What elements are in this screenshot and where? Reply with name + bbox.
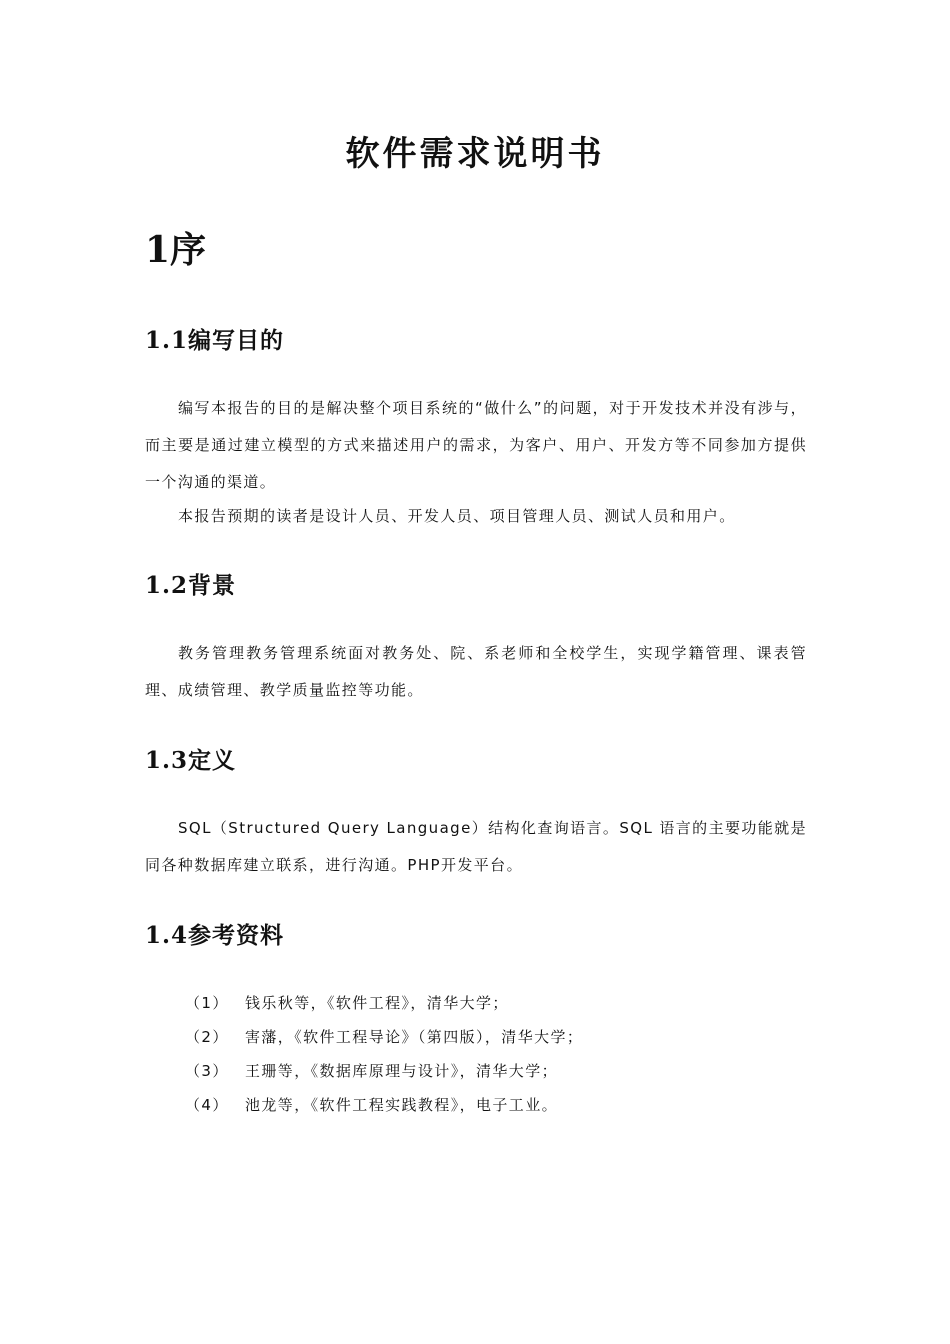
reference-number: （2）	[185, 1028, 229, 1046]
purpose-paragraph-1: 编写本报告的目的是解决整个项目系统的“做什么”的问题，对于开发技术并没有涉与，而主要是通过建立模型的方式来描述用户的需求，为客户、用户、开发方等不同参加方提供一个沟通的渠道。	[145, 399, 807, 491]
section-heading-definitions: 1.3定义	[145, 747, 237, 774]
section-heading-background: 1.2背景	[145, 572, 237, 599]
reference-list	[185, 986, 583, 1122]
chapter-heading: 1序	[145, 229, 207, 271]
reference-item	[185, 1088, 583, 1122]
reference-text: 池龙等，《软件工程实践教程》，电子工业。	[245, 1096, 559, 1114]
purpose-paragraph-2: 本报告预期的读者是设计人员、开发人员、项目管理人员、测试人员和用户。	[178, 507, 736, 525]
section-heading-references: 1.4参考资料	[145, 922, 285, 949]
reference-item	[185, 1020, 583, 1054]
reference-text: 王珊等，《数据库原理与设计》，清华大学；	[245, 1062, 559, 1080]
section-heading-purpose: 1.1编写目的	[145, 327, 285, 354]
reference-number: （1）	[185, 994, 229, 1012]
background-paragraph: 教务管理教务管理系统面对教务处、院、系老师和全校学生，实现学籍管理、课表管理、成绩管理、教学质量监控等功能。	[145, 644, 807, 699]
reference-number: （3）	[185, 1062, 229, 1080]
reference-text: 害藩，《软件工程导论》（第四版），清华大学；	[245, 1028, 584, 1046]
reference-item	[185, 1054, 583, 1088]
reference-number: （4）	[185, 1096, 229, 1114]
reference-text: 钱乐秋等，《软件工程》，清华大学；	[245, 994, 509, 1012]
reference-item	[185, 986, 583, 1020]
definitions-paragraph: SQL（Structured Query Language）结构化查询语言。SQL 语言的主要功能就是同各种数据库建立联系，进行沟通。PHP开发平台。	[145, 819, 807, 874]
document-title: 软件需求说明书	[345, 134, 605, 174]
